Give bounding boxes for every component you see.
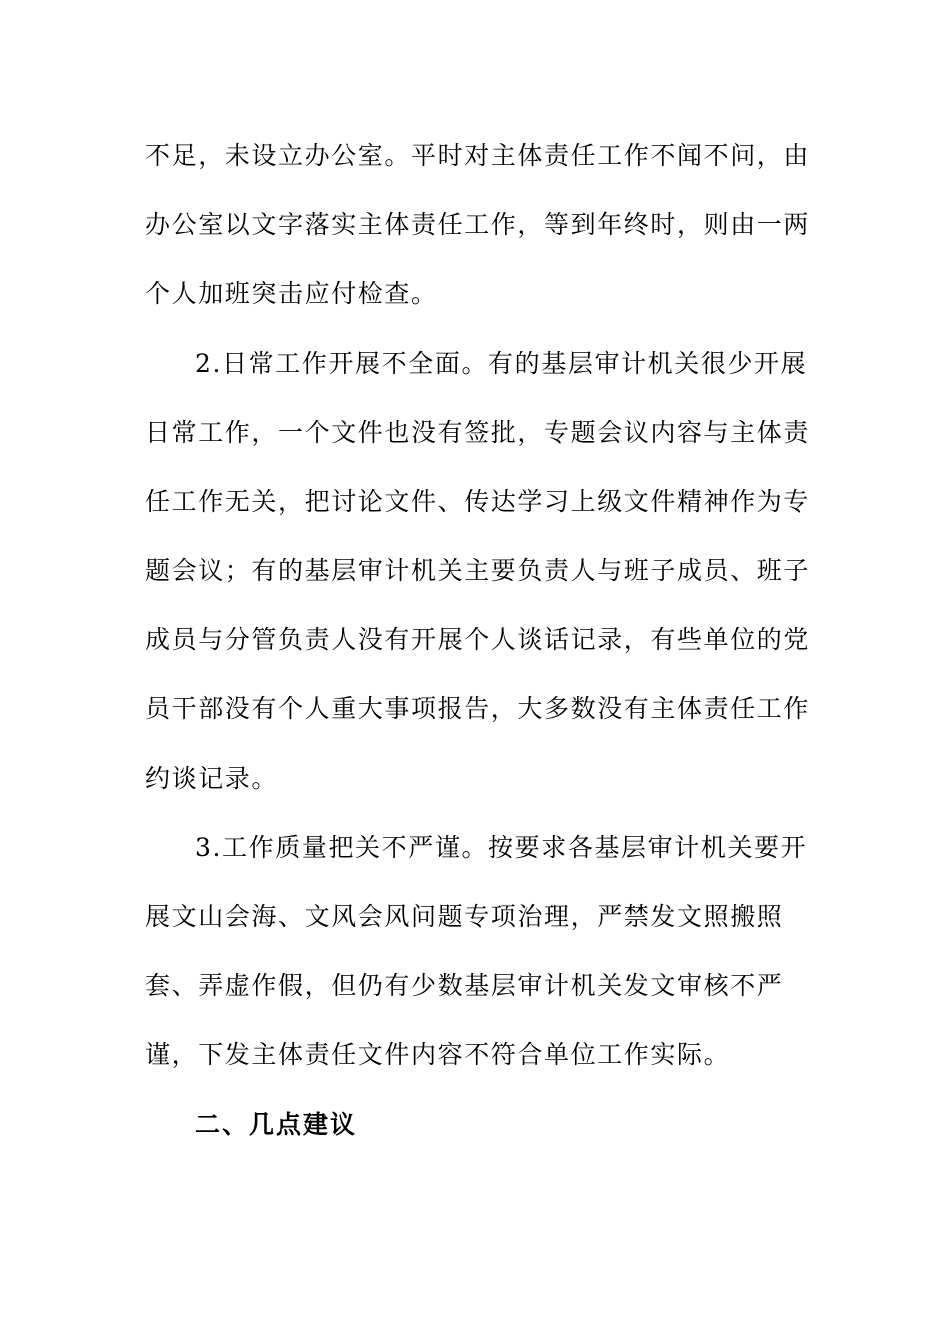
paragraph-line: 套、弄虚作假，但仍有少数基层审计机关发文审核不严 bbox=[145, 971, 784, 1000]
paragraph-line: 展文山会海、文风会风问题专项治理，严禁发文照搬照 bbox=[145, 902, 784, 931]
paragraph-line: 办公室以文字落实主体责任工作，等到年终时，则由一两 bbox=[145, 210, 811, 239]
paragraph-line: 约谈记录。 bbox=[145, 764, 279, 793]
paragraph-line: 题会议；有的基层审计机关主要负责人与班子成员、班子 bbox=[145, 556, 811, 585]
paragraph-line: 日常工作，一个文件也没有签批，专题会议内容与主体责 bbox=[145, 418, 811, 447]
paragraph-line: 员干部没有个人重大事项报告，大多数没有主体责任工作 bbox=[145, 694, 811, 723]
section-heading: 二、几点建议 bbox=[195, 1110, 358, 1139]
paragraph-line: 2.日常工作开展不全面。有的基层审计机关很少开展 bbox=[195, 349, 808, 378]
paragraph-line: 谨，下发主体责任文件内容不符合单位工作实际。 bbox=[145, 1040, 731, 1069]
paragraph-line: 任工作无关，把讨论文件、传达学习上级文件精神作为专 bbox=[145, 487, 811, 516]
paragraph-line: 3.工作质量把关不严谨。按要求各基层审计机关要开 bbox=[195, 833, 808, 862]
paragraph-line: 不足，未设立办公室。平时对主体责任工作不闻不问，由 bbox=[145, 141, 811, 170]
paragraph-line: 成员与分管负责人没有开展个人谈话记录，有些单位的党 bbox=[145, 625, 811, 654]
paragraph-line: 个人加班突击应付检查。 bbox=[145, 279, 438, 308]
